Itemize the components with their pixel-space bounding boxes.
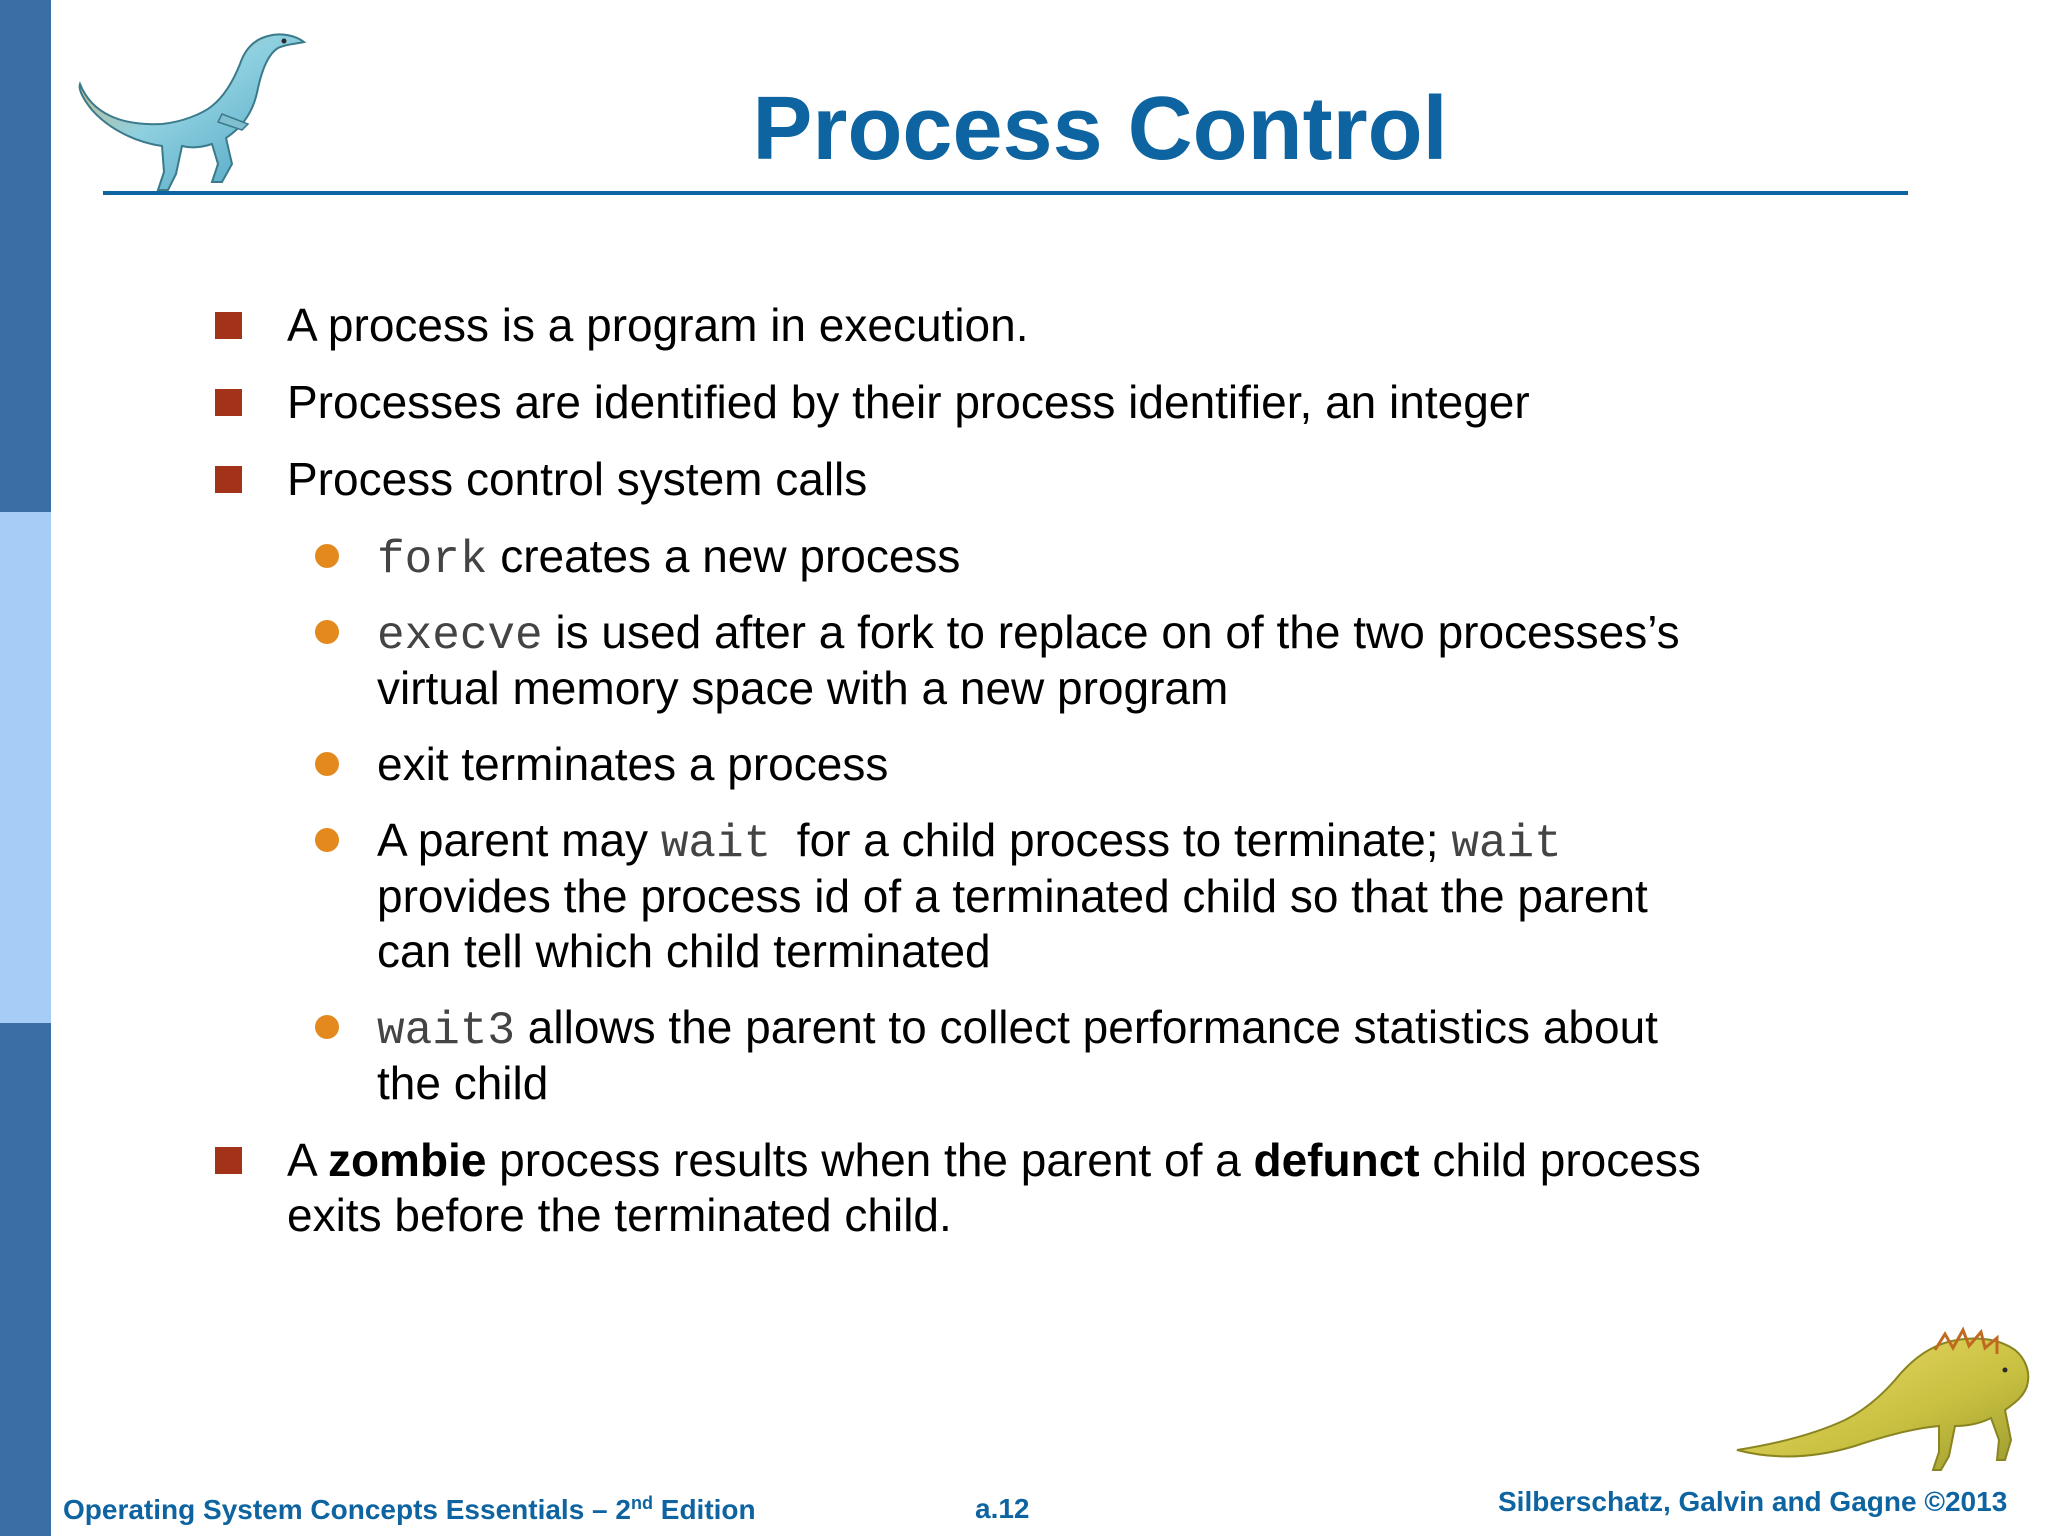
- sub-bullet-text: exit terminates a process: [377, 738, 889, 790]
- footer-book-title: Operating System Concepts Essentials – 2nd Edition: [63, 1493, 756, 1525]
- bold-term: defunct: [1253, 1134, 1420, 1186]
- bullet-text: Process control system calls: [287, 453, 868, 505]
- bullet-dot-icon: [315, 620, 339, 644]
- code-term: fork: [377, 534, 488, 586]
- sub-bullet-continuation: can tell which child terminated: [377, 925, 991, 977]
- code-term: wait: [660, 818, 772, 870]
- bullet-dot-icon: [315, 544, 339, 568]
- bullet-square-icon: [215, 389, 242, 416]
- code-term: wait3: [377, 1005, 516, 1057]
- sub-bullet-text: execve is used after a fork to replace on of the two processes’s: [377, 606, 1680, 662]
- bullet-dot-icon: [315, 752, 339, 776]
- bullet-square-icon: [215, 1147, 242, 1174]
- footer-page-number: a.12: [975, 1493, 1030, 1524]
- sub-bullet-continuation: provides the process id of a terminated child so that the parent: [377, 870, 1648, 922]
- bullet-dot-icon: [315, 828, 339, 852]
- slide-title: Process Control: [752, 79, 1448, 179]
- bullet-square-icon: [215, 466, 242, 493]
- bullet-square-icon: [215, 312, 242, 339]
- bold-term: zombie: [327, 1134, 487, 1186]
- bullet-text: A process is a program in execution.: [287, 299, 1029, 351]
- sub-bullet-text: fork creates a new process: [377, 530, 961, 586]
- bullet-text: A zombie process results when the parent of a defunct child process: [287, 1134, 1701, 1186]
- sub-bullet-text: A parent may wait for a child process to terminate; wait: [377, 814, 1562, 870]
- sub-bullet-continuation: the child: [377, 1057, 549, 1109]
- bullet-text: Processes are identified by their process identifier, an integer: [287, 376, 1530, 428]
- bullet-continuation: exits before the terminated child.: [287, 1189, 952, 1241]
- footer-authors: Silberschatz, Galvin and Gagne ©2013: [1498, 1486, 2008, 1517]
- bullet-dot-icon: [315, 1015, 339, 1039]
- sub-bullet-text: wait3 allows the parent to collect performance statistics about: [377, 1001, 1658, 1057]
- sub-bullet-continuation: virtual memory space with a new program: [377, 662, 1229, 714]
- code-term: wait: [1451, 818, 1562, 870]
- code-term: execve: [377, 610, 543, 662]
